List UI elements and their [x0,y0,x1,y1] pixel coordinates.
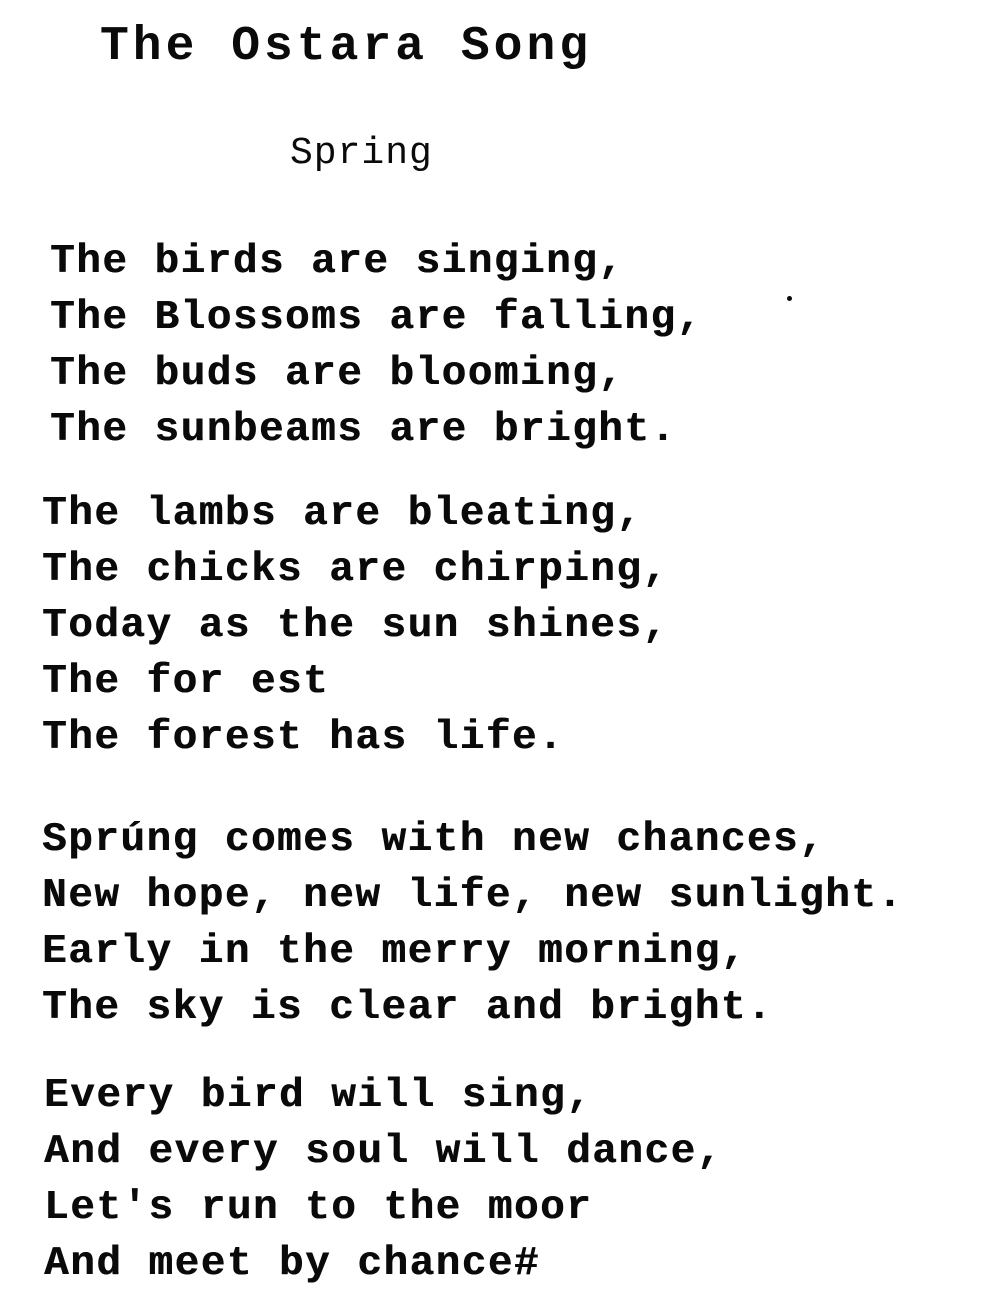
ink-speck [787,296,792,301]
poem-line: The sunbeams are bright. [50,407,677,453]
poem-line: And meet by chance# [44,1241,540,1287]
poem-line: Today as the sun shines, [42,603,669,649]
poem-line: Sprúng comes with new chances, [42,817,826,863]
poem-line: The forest has life. [42,715,565,761]
poem-line: The chicks are chirping, [42,547,669,593]
poem-line: And every soul will dance, [44,1129,723,1175]
poem-title: The Ostara Song [100,20,593,74]
poem-line: The for est [42,659,330,705]
poem-line: The birds are singing, [50,239,625,285]
stanza-1 [50,234,703,458]
poem-subtitle: Spring [290,132,433,175]
poem-line: New hope, new life, new sunlight. [42,873,904,919]
poem-line: Every bird will sing, [44,1073,593,1119]
poem-line: The buds are blooming, [50,351,625,397]
stanza-4 [44,1068,723,1292]
poem-line: Let's run to the moor [44,1185,593,1231]
poem-line: The lambs are bleating, [42,491,643,537]
stanza-2 [42,486,669,766]
poem-line: The Blossoms are falling, [50,295,703,341]
poem-line: The sky is clear and bright. [42,985,773,1031]
poem-line: Early in the merry morning, [42,929,747,975]
stanza-3 [42,812,903,1036]
